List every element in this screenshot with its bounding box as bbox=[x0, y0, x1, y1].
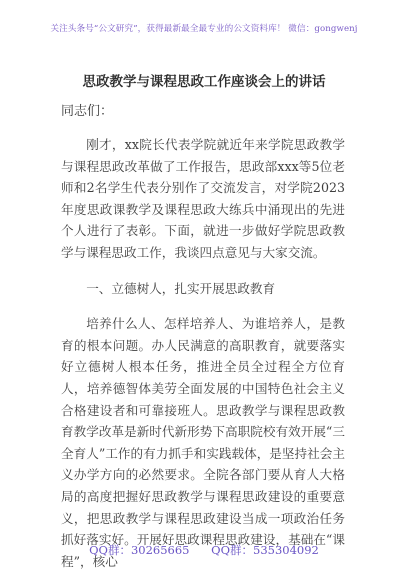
document-title: 思政教学与课程思政工作座谈会上的讲话 bbox=[82, 74, 326, 90]
promo-banner: 关注头条号“公文研究”，获得最新最全最专业的公文资料库！ 微信：gongwenj bbox=[50, 24, 358, 34]
paragraph-intro: 刚才，xx院长代表学院就近年来学院思政教学与课程思政改革做了工作报告，思政部xxx等5位老师和2名学生代表分别作了交流发言，对学院2023年度思政课教学及课程思政大练兵中涌现出的先进个人进行了表彰。下面，就进一步做好学院思政教学与课程思政工作，我谈四点意见与大家交流。 bbox=[61, 137, 345, 260]
salutation: 同志们： bbox=[61, 104, 114, 119]
footer-qq-group-1: QQ群：30265665 bbox=[89, 543, 190, 557]
document-body bbox=[61, 134, 345, 572]
section-heading-1: 一、立德树人，扎实开展思政教育 bbox=[86, 280, 276, 296]
paragraph-section-1: 培养什么人、怎样培养人、为谁培养人，是教育的根本问题。办人民满意的高职教育，就要落实好立德树人根本任务，推进全员全过程全方位育人，培养德智体美劳全面发展的中国特色社会主义合格建设者和可靠接班人。思政教学与课程思政教育教学改革是新时代新形势下高职院校有效开展“三全育人”工作的有力抓手和实践载体，是坚持社会主义办学方向的必然要求。全院各部门要从育人大格局的高度把握好思政教学与课程思政建设的重要意义，把思政教学与课程思政建设当成一项政治任务抓好落实好。开展好思政课程思政建设，基础在“课程”，核心 bbox=[61, 316, 345, 569]
footer-contact bbox=[0, 542, 408, 558]
footer-qq-group-2: QQ群：535304092 bbox=[211, 543, 319, 557]
